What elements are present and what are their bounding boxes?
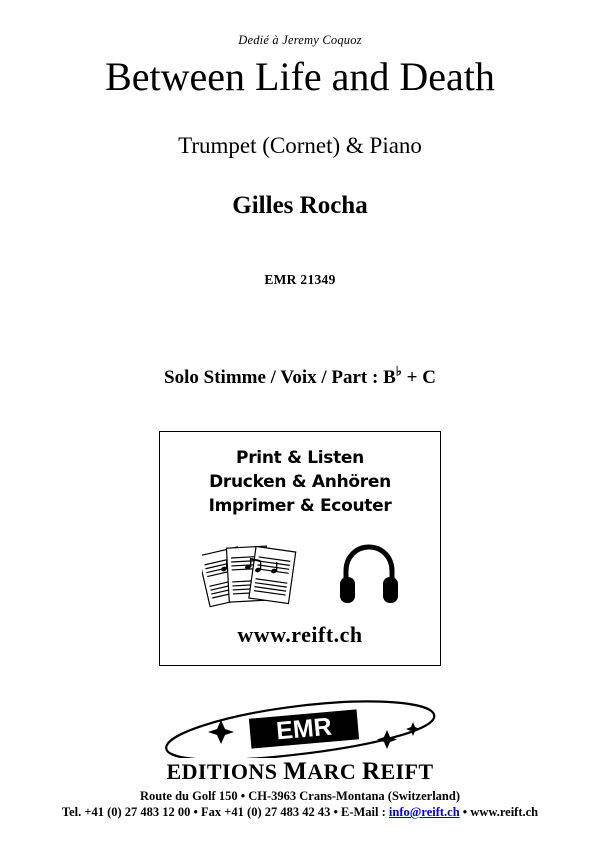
sheet-music-icon [202,537,298,618]
publisher-contact-phone: Tel. +41 (0) 27 483 12 00 • Fax +41 (0) 27 483 42 43 • E-Mail : [61,805,389,819]
publisher-website-link[interactable]: www.reift.ch [470,805,539,819]
promo-line-fr: Imprimer & Ecouter [208,496,392,517]
publisher-name-m: M [283,758,308,785]
publisher-logo [0,700,600,763]
dedication-line: Dedié à Jeremy Coquoz [238,33,362,47]
publisher-name-arc: ARC [307,759,363,784]
part-designation-text: Solo Stimme / Voix / Part : B [164,367,396,388]
publisher-email-link[interactable]: info@reift.ch [388,805,460,819]
publisher-contact [0,805,600,820]
publisher-name-eift: EIFT [380,759,434,784]
contact-separator: • [459,805,471,819]
promo-website-url[interactable]: www.reift.ch [237,622,363,647]
promo-line-de: Drucken & Anhören [209,472,391,493]
catalog-number: EMR 21349 [264,272,336,287]
svg-text:EMR: EMR [275,712,333,746]
page-title: Between Life and Death [105,54,495,99]
publisher-name-editions: EDITIONS [166,759,284,784]
flat-symbol: ♭ [395,363,402,379]
composer-name: Gilles Rocha [232,192,368,219]
headphones-icon [338,541,400,612]
promo-graphics [160,537,440,617]
instrumentation-line: Trumpet (Cornet) & Piano [178,133,422,158]
part-designation [0,363,600,389]
promo-box [159,431,441,666]
publisher-name-r: R [362,758,381,785]
promo-text-block [160,446,440,518]
publisher-address: Route du Golf 150 • CH-3963 Crans-Montana (Switzerland) [140,789,460,803]
publisher-name [0,758,600,786]
part-designation-suffix: + C [401,367,436,388]
promo-line-en: Print & Listen [236,448,364,468]
